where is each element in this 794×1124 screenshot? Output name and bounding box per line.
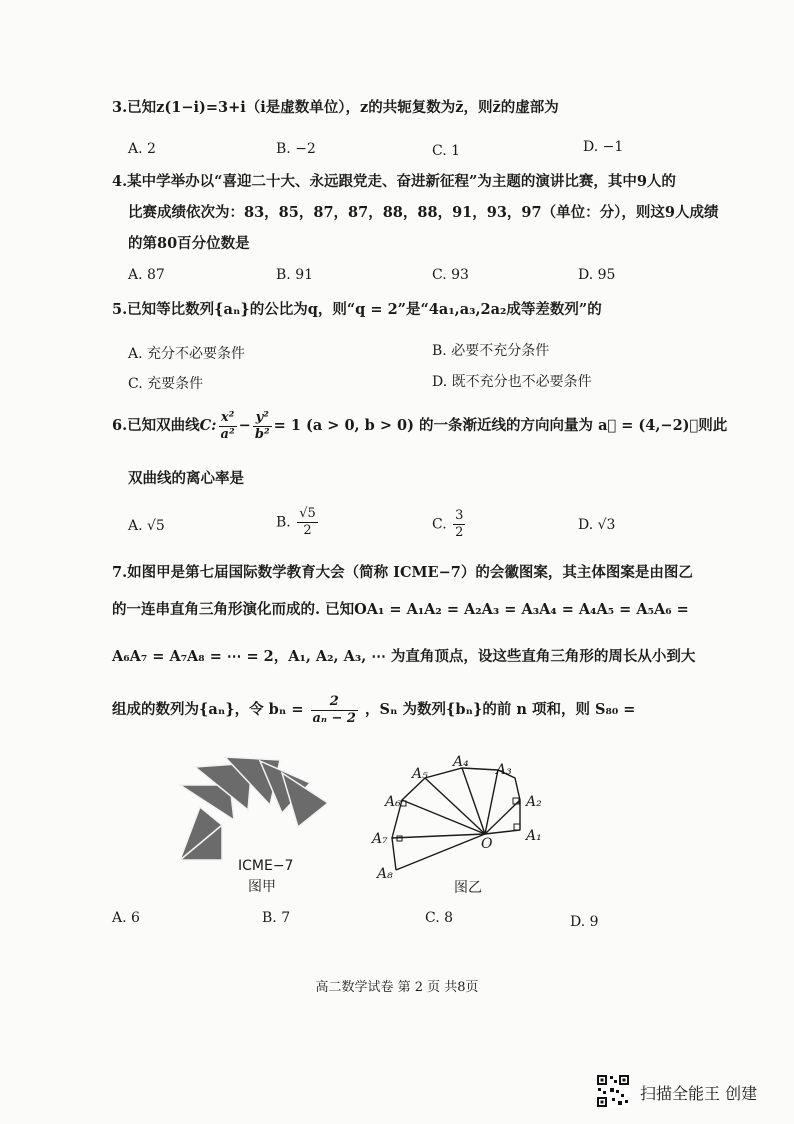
label-a7: A₇ (372, 831, 388, 847)
q6-option-c: C. $\frac{3}{2}$ (432, 508, 464, 540)
q3-option-b: B. −2 (276, 141, 316, 157)
q7-line4: 组成的数列为{aₙ}，令 bₙ = $\frac{2}{\text{aₙ − 2}}$ ，Sₙ 为数列{bₙ}的前 n 项和，则 S₈₀ = (112, 693, 636, 726)
icme7-logo-figure (170, 755, 340, 865)
q6-eq: = 1 (a > 0, b > 0) 的一条渐近线的方向向量为 a⃗ = (4,−2)，则此 (273, 417, 728, 434)
qr-code-icon (596, 1074, 630, 1108)
q4-option-a: A. 87 (128, 267, 165, 283)
q3-option-d: D. −1 (583, 139, 624, 155)
q6-option-a: A. √5 (128, 518, 165, 534)
q7-option-c: C. 8 (425, 910, 454, 926)
q5-option-a: A. 充分不必要条件 (128, 346, 246, 362)
q7-line3: A₆A₇ = A₇A₈ = ⋯ = 2，A₁, A₂, A₃, ⋯ 为直角顶点，设这些直角三角形的周长从小到大 (112, 648, 696, 665)
q5-option-b: B. 必要不充分条件 (432, 343, 550, 359)
fig-jia-caption: 图甲 (248, 879, 276, 895)
q6-option-b: B. $\frac{√5}{2}$ (276, 506, 316, 538)
q5-stem: 5.已知等比数列{aₙ}的公比为q，则“q = 2”是“4a₁,a₃,2a₂成等差数列”的 (112, 301, 602, 318)
scanner-watermark: 扫描全能王 创建 (640, 1084, 758, 1103)
q4-line3: 的第80百分位数是 (128, 235, 250, 252)
q6-pre: 6.已知双曲线 (112, 417, 200, 434)
q6-c: C: (199, 417, 217, 434)
label-a3: A₃ (496, 762, 512, 778)
q7-option-d: D. 9 (570, 914, 599, 930)
label-a2: A₂ (526, 794, 542, 810)
q6-line2: 双曲线的离心率是 (128, 470, 244, 487)
spiral-triangles-figure (370, 750, 550, 890)
q4-option-b: B. 91 (276, 267, 314, 283)
q4-line2: 比赛成绩依次为：83，85，87，87，88，88，91，93，97（单位：分），则这9人成绩 (128, 204, 719, 221)
q4-option-d: D. 95 (578, 267, 616, 283)
q6-frac-y: $\frac{\text{y²}}{\text{b²}}$ (254, 409, 270, 442)
q7-line1: 7.如图甲是第七届国际数学教育大会（简称 ICME−7）的会徽图案，其主体图案是由图乙 (112, 564, 693, 581)
q5-option-c: C. 充要条件 (128, 376, 204, 392)
q7-option-a: A. 6 (112, 910, 140, 926)
q6-line1: 6.已知双曲线C: $\frac{\text{x²}}{\text{a²}}$ − $\frac{\text{y²}}{\text{b²}}$ = 1 (a > 0, b > 0) 的一条渐近线的方向向量为 a⃗ = (4,−2)，则此 (112, 409, 728, 442)
q3-option-c: C. 1 (432, 143, 461, 159)
q6-frac-x: $\frac{\text{x²}}{\text{a²}}$ (220, 409, 235, 442)
q4-line1: 4.某中学举办以“喜迎二十大、永远跟党走、奋进新征程”为主题的演讲比赛，其中9人的 (112, 173, 676, 190)
fig-jia-caption-icme: ICME−7 (238, 858, 294, 874)
label-o: O (481, 836, 493, 852)
q7-option-b: B. 7 (262, 910, 291, 926)
fig-yi-caption: 图乙 (454, 880, 482, 896)
page-footer: 高二数学试卷 第 2 页 共8页 (315, 980, 479, 995)
label-a4: A₄ (453, 754, 469, 770)
label-a8: A₈ (377, 866, 393, 882)
q6-option-d: D. √3 (578, 517, 616, 533)
q3-stem: 3.已知z(1−i)=3+i（i是虚数单位），z的共轭复数为z̄，则z̄的虚部为 (112, 99, 559, 116)
label-a1: A₁ (526, 828, 542, 844)
label-a6: A₆ (385, 794, 401, 810)
q5-option-d: D. 既不充分也不必要条件 (432, 374, 592, 390)
q7-line2: 的一连串直角三角形演化而成的. 已知OA₁ = A₁A₂ = A₂A₃ = A₃A₄ = A₄A₅ = A₅A₆ = (112, 601, 689, 618)
label-a5: A₅ (412, 766, 428, 782)
q3-option-a: A. 2 (128, 141, 156, 157)
q4-option-c: C. 93 (432, 267, 469, 283)
